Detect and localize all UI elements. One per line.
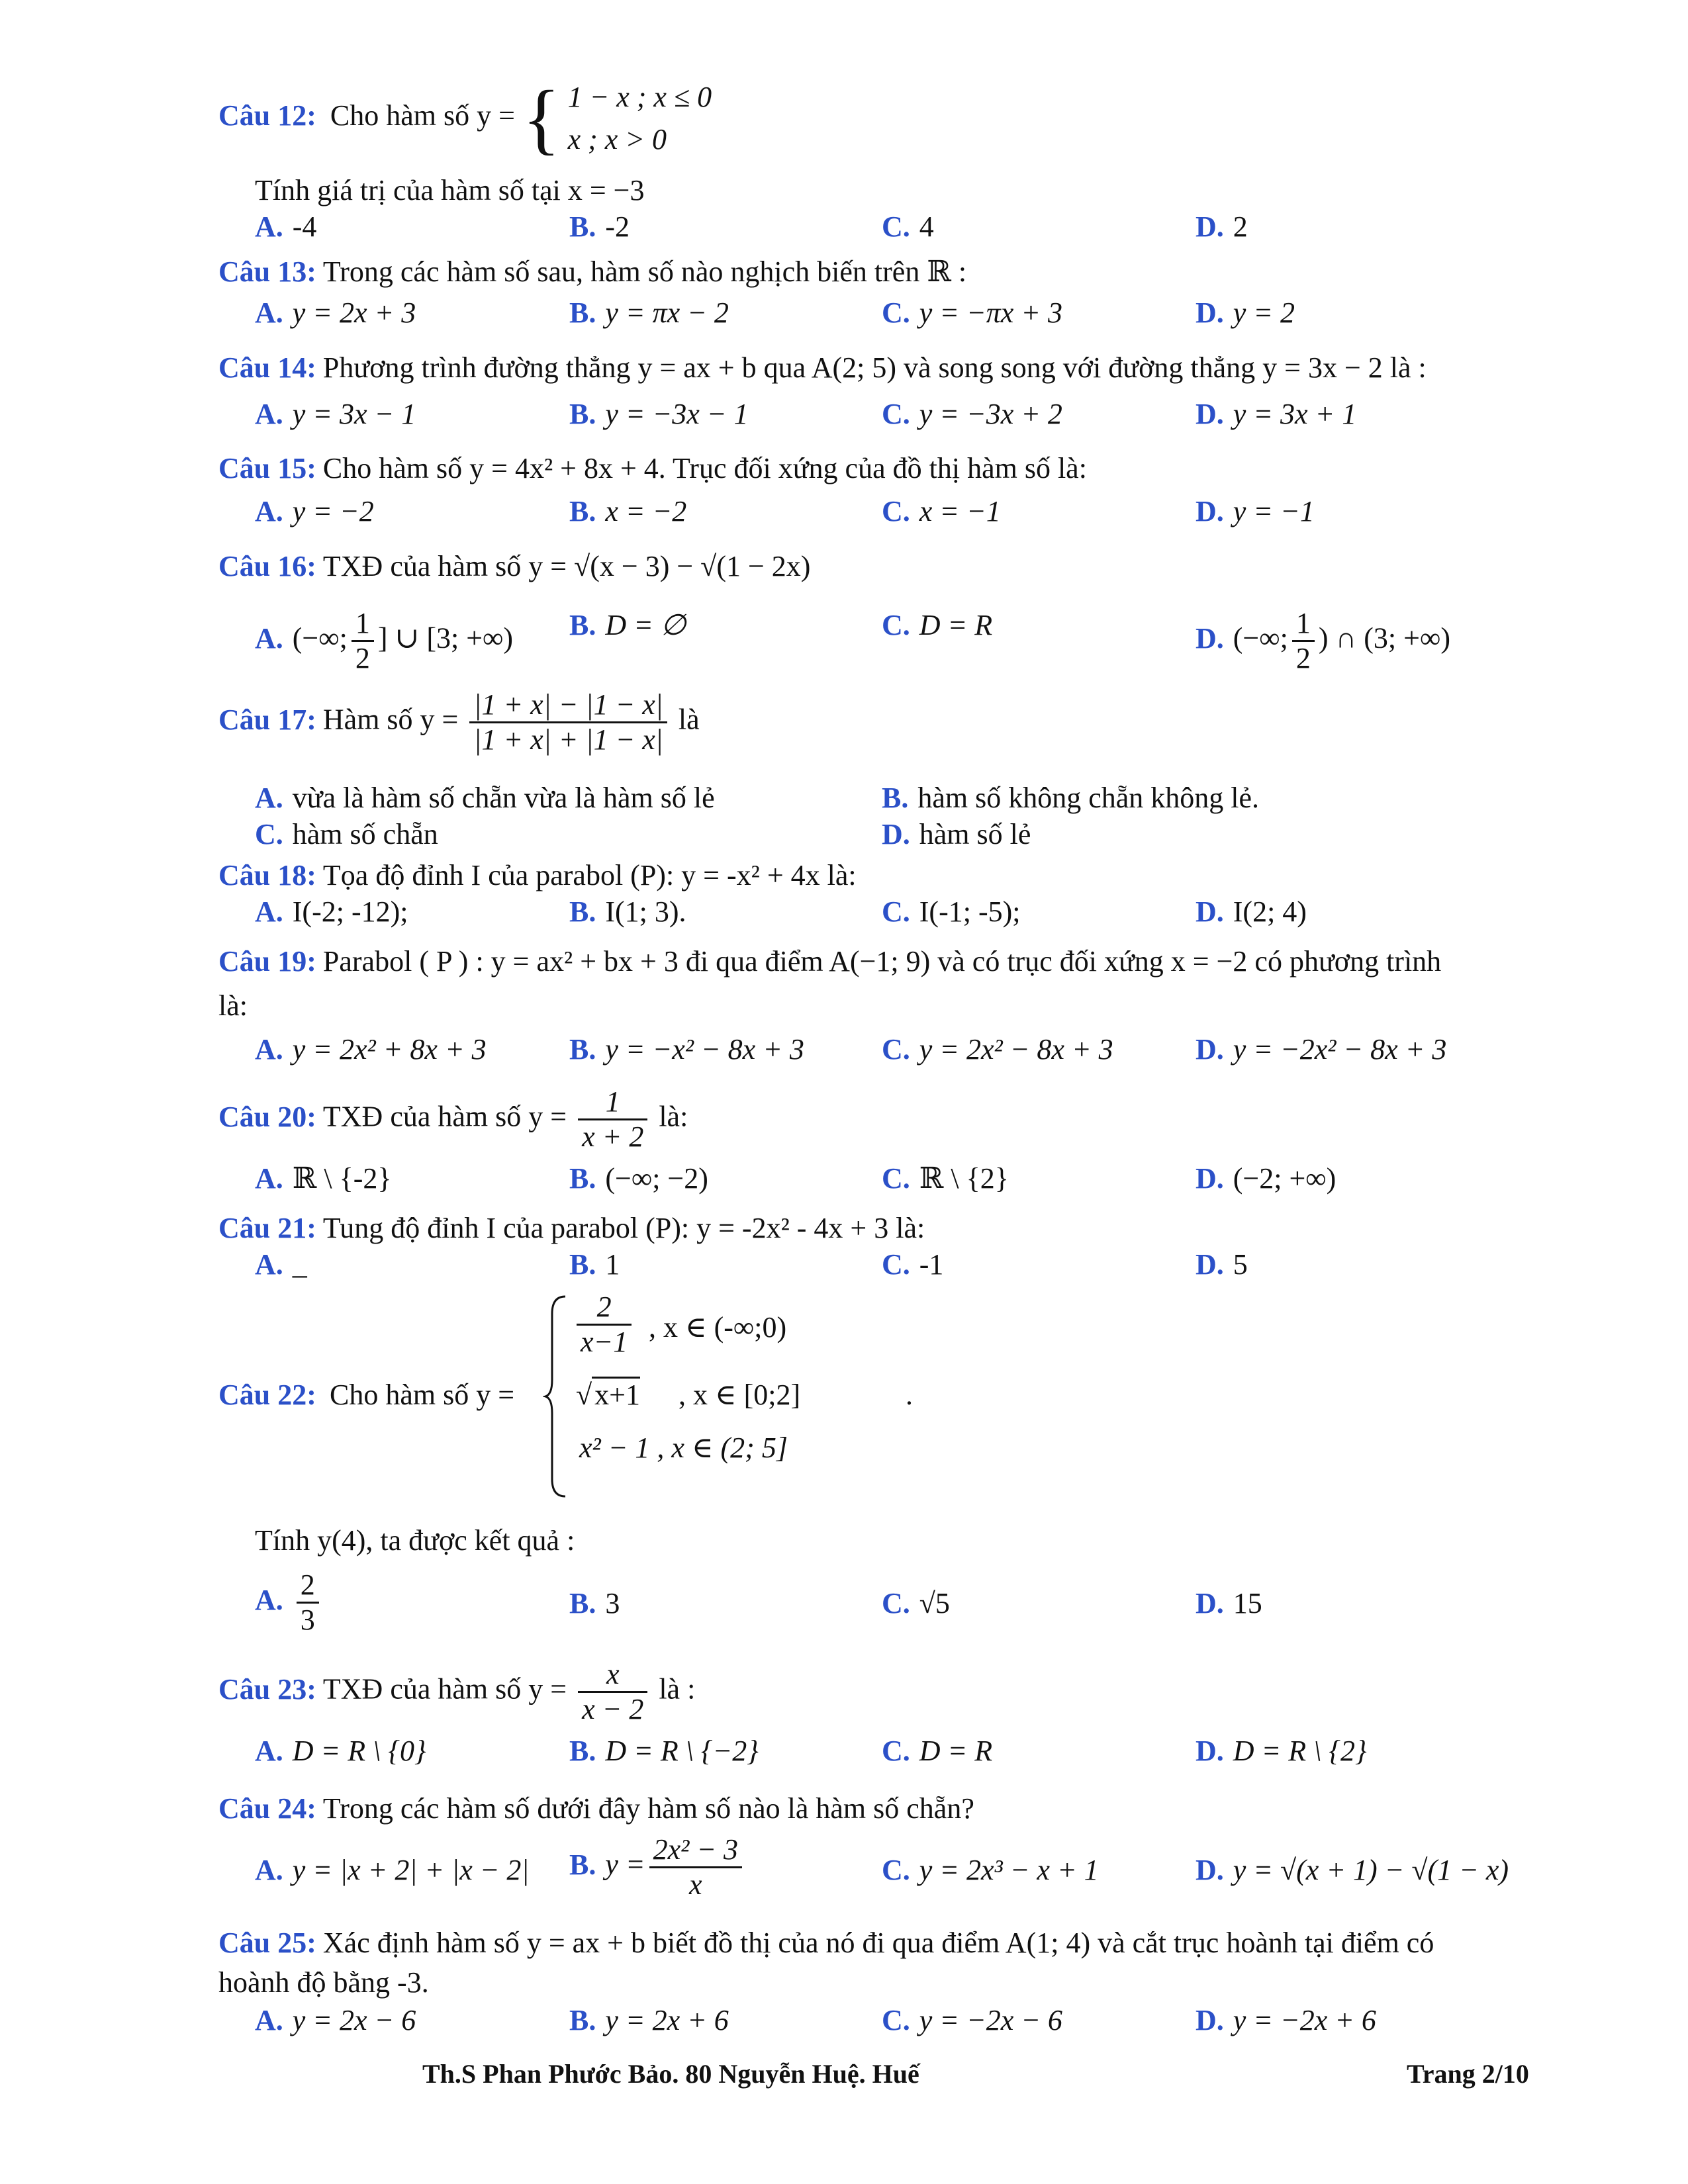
case-1: 1 − x ; x ≤ 0: [567, 81, 712, 113]
q20-options: [218, 1160, 1536, 1200]
question-label: Câu 19:: [218, 945, 316, 978]
question-16: [218, 548, 1536, 585]
question-12: [218, 76, 1536, 161]
option-a[interactable]: A. I(-2; -12);: [255, 895, 408, 928]
option-d[interactable]: D. I(2; 4): [1196, 895, 1307, 928]
q16-options: [218, 592, 1536, 674]
q18-options: [218, 893, 1536, 933]
question-15: [218, 450, 1536, 487]
question-label: Câu 14:: [218, 351, 316, 384]
option-b[interactable]: B. y = πx − 2: [569, 296, 729, 329]
question-text: Cho hàm số y = 4x² + 8x + 4. Trục đối xứng của đồ thị hàm số là:: [322, 452, 1087, 484]
option-c[interactable]: C. -1: [882, 1248, 944, 1281]
option-a[interactable]: A. y = 2x + 3: [255, 296, 416, 329]
option-b[interactable]: B. y = −x² − 8x + 3: [569, 1033, 804, 1066]
question-label: Câu 12:: [218, 99, 316, 132]
question-14: [218, 349, 1536, 387]
option-b[interactable]: B. 1: [569, 1248, 620, 1281]
option-a[interactable]: A. ℝ \ {-2}: [255, 1162, 392, 1195]
q13-options: [218, 295, 1536, 334]
q23-options: [218, 1733, 1536, 1772]
case-2-condition: , x ∈ [0;2]: [679, 1379, 801, 1411]
option-d[interactable]: D. 2: [1196, 210, 1248, 243]
question-text: TXĐ của hàm số y =: [322, 1672, 567, 1706]
option-b[interactable]: B. y = −3x − 1: [569, 398, 749, 430]
case-1-fraction: $\frac{2}{x-1}$: [577, 1291, 632, 1359]
q12-options: [218, 208, 1536, 248]
option-d[interactable]: D. y = 2: [1196, 296, 1295, 329]
question-17: Câu 17: Hàm số y = $\frac{|1 + x| - |1 - x|}{|1 + x| + |1 - x|}$ là: [218, 688, 700, 756]
option-d[interactable]: D. y = −1: [1196, 495, 1315, 527]
option-b[interactable]: B. (−∞; −2): [569, 1162, 708, 1195]
question-13: [218, 253, 1536, 291]
option-b[interactable]: B. x = −2: [569, 495, 687, 527]
option-d[interactable]: D. (−2; +∞): [1196, 1162, 1336, 1195]
option-b[interactable]: B. D = ∅: [569, 609, 686, 641]
fraction: $\frac{|1 + x| - |1 - x|}{|1 + x| + |1 - x|}$: [469, 688, 667, 756]
q15-options: [218, 493, 1536, 533]
large-brace-icon: [543, 1294, 569, 1499]
question-25-cont: hoành độ bằng -3.: [218, 1966, 429, 1999]
option-a[interactable]: A. y = −2: [255, 495, 374, 527]
question-text: Trong các hàm số dưới đây hàm số nào là hàm số chẵn?: [322, 1792, 974, 1825]
question-label: Câu 22:: [218, 1379, 316, 1411]
option-a[interactable]: A. $\frac{2}{3}$: [255, 1569, 323, 1637]
option-d[interactable]: D. (−∞; $\frac{1}{2}$ ) ∩ (3; +∞): [1196, 607, 1450, 674]
question-19-cont: là:: [218, 989, 248, 1022]
question-label: Câu 20:: [218, 1100, 316, 1133]
option-c[interactable]: C. y = 2x³ − x + 1: [882, 1854, 1099, 1886]
question-text: Tung độ đỉnh I của parabol (P): y = -2x² - 4x + 3 là:: [322, 1212, 925, 1244]
question-text: Trong các hàm số sau, hàm số nào nghịch biến trên ℝ :: [322, 255, 967, 288]
option-b[interactable]: B. D = R \ {−2}: [569, 1735, 759, 1767]
q19-options: [218, 1031, 1536, 1071]
option-b[interactable]: B. y = $\frac{\text{2x² − 3}}{x}$: [569, 1833, 746, 1901]
question-22: Câu 22: Cho hàm số y = $\frac{2}{x-1}$ , x ∈ (-∞;0) √x+1 , x ∈ [0;2] . x² − 1 , x ∈ (2; 5]: [218, 1291, 1536, 1502]
question-text: Phương trình đường thẳng y = ax + b qua A(2; 5) và song song với đường thẳng y = 3x − 2 là :: [322, 351, 1427, 384]
option-c[interactable]: C. y = −πx + 3: [882, 296, 1062, 329]
option-d[interactable]: D. 5: [1196, 1248, 1248, 1281]
option-c[interactable]: C. x = −1: [882, 495, 1001, 527]
question-label: Câu 21:: [218, 1212, 316, 1244]
case-2: √x+1: [576, 1377, 640, 1414]
question-19: [218, 943, 1536, 980]
fraction: $\frac{x}{x - 2}$: [578, 1658, 647, 1726]
question-text: Xác định hàm số y = ax + b biết đồ thị của nó đi qua điểm A(1; 4) và cắt trục hoành tại điểm có: [322, 1927, 1434, 1959]
option-c[interactable]: C. D = R: [882, 1735, 993, 1767]
option-b[interactable]: B. hàm số không chẵn không lẻ.: [882, 782, 1260, 814]
question-18: [218, 857, 1536, 894]
question-text: Tọa độ đỉnh I của parabol (P): y = -x² + 4x là:: [322, 859, 857, 891]
option-c[interactable]: C. ℝ \ {2}: [882, 1162, 1009, 1195]
option-c[interactable]: C. I(-1; -5);: [882, 895, 1021, 928]
case-3: x² − 1 , x ∈ (2; 5]: [579, 1432, 788, 1464]
option-a[interactable]: A. vừa là hàm số chẵn vừa là hàm số lẻ: [255, 782, 715, 814]
case-1-condition: , x ∈ (-∞;0): [649, 1311, 787, 1343]
question-20: Câu 20: TXĐ của hàm số y = $\frac{1}{x + 2}$ là:: [218, 1085, 688, 1153]
q21-options: [218, 1246, 1536, 1286]
q25-options: [218, 2002, 1536, 2042]
question-label: Câu 17:: [218, 703, 316, 736]
question-label: Câu 18:: [218, 859, 316, 891]
question-label: Câu 25:: [218, 1927, 316, 1959]
option-b[interactable]: B. I(1; 3).: [569, 895, 686, 928]
q14-options: [218, 396, 1536, 435]
option-c[interactable]: C. hàm số chẵn: [255, 818, 438, 850]
question-25: [218, 1925, 1536, 1962]
option-a[interactable]: A. y = 3x − 1: [255, 398, 416, 430]
option-a[interactable]: A. y = 2x − 6: [255, 2004, 416, 2036]
option-d[interactable]: D. 15: [1196, 1587, 1262, 1619]
question-label: Câu 15:: [218, 452, 316, 484]
question-23: Câu 23: TXĐ của hàm số y = $\frac{x}{x - 2}$ là :: [218, 1658, 696, 1725]
footer-page-number: Trang 2/10: [1407, 2059, 1529, 2089]
question-22-sub: Tính y(4), ta được kết quả :: [255, 1524, 575, 1557]
question-label: Câu 13:: [218, 255, 316, 288]
question-label: Câu 23:: [218, 1672, 316, 1706]
option-b[interactable]: B. 3: [569, 1587, 620, 1619]
option-b[interactable]: B. -2: [569, 210, 630, 243]
option-c[interactable]: C. √5: [882, 1587, 950, 1619]
question-label: Câu 24:: [218, 1792, 316, 1825]
option-a[interactable]: A. (−∞; $\frac{1}{2}$ ] ∪ [3; +∞): [255, 607, 514, 674]
option-d[interactable]: D. D = R \ {2}: [1196, 1735, 1367, 1767]
option-d[interactable]: D. y = 3x + 1: [1196, 398, 1357, 430]
option-d[interactable]: D. y = −2x + 6: [1196, 2004, 1376, 2036]
case-2: x ; x > 0: [567, 123, 667, 156]
option-a[interactable]: A. y = 2x² + 8x + 3: [255, 1033, 487, 1066]
question-text: Cho hàm số y =: [330, 99, 515, 132]
fraction: $\frac{1}{x + 2}$: [578, 1085, 647, 1154]
option-a[interactable]: A. -4: [255, 210, 317, 243]
q24-options: [218, 1833, 1536, 1906]
question-text: Cho hàm số y =: [330, 1379, 515, 1411]
question-label: Câu 16:: [218, 550, 316, 582]
piecewise-cases: [568, 76, 712, 161]
footer-author: Th.S Phan Phước Bảo. 80 Nguyễn Huệ. Huế: [422, 2059, 919, 2089]
option-c[interactable]: C. y = −2x − 6: [882, 2004, 1062, 2036]
option-d[interactable]: D. y = √(x + 1) − √(1 − x): [1196, 1854, 1509, 1886]
option-d[interactable]: D. hàm số lẻ: [882, 818, 1031, 850]
option-a[interactable]: A. _: [255, 1248, 307, 1281]
q17-options-2: [218, 816, 1536, 856]
option-c[interactable]: C. y = −3x + 2: [882, 398, 1062, 430]
question-21: [218, 1210, 1536, 1247]
q17-options-1: [218, 780, 1536, 819]
option-b[interactable]: B. y = 2x + 6: [569, 2004, 729, 2036]
question-24: [218, 1790, 1536, 1827]
question-text: TXĐ của hàm số y = √(x − 3) − √(1 − 2x): [322, 550, 811, 582]
question-12-sub: Tính giá trị của hàm số tại x = −3: [255, 174, 645, 206]
option-a[interactable]: A. y = |x + 2| + |x − 2|: [255, 1854, 530, 1886]
option-d[interactable]: D. y = −2x² − 8x + 3: [1196, 1033, 1447, 1066]
question-text: Hàm số y =: [322, 703, 459, 736]
question-text: TXĐ của hàm số y =: [322, 1100, 567, 1133]
option-c[interactable]: C. y = 2x² − 8x + 3: [882, 1033, 1113, 1066]
option-c[interactable]: C. D = R: [882, 609, 993, 641]
q22-options: [218, 1569, 1536, 1641]
option-c[interactable]: C. 4: [882, 210, 934, 243]
brace: {: [522, 74, 561, 162]
option-a[interactable]: A. D = R \ {0}: [255, 1735, 426, 1767]
question-text: Parabol ( P ) : y = ax² + bx + 3 đi qua điểm A(−1; 9) và có trục đối xứng x = −2 có phương trình: [322, 945, 1442, 978]
